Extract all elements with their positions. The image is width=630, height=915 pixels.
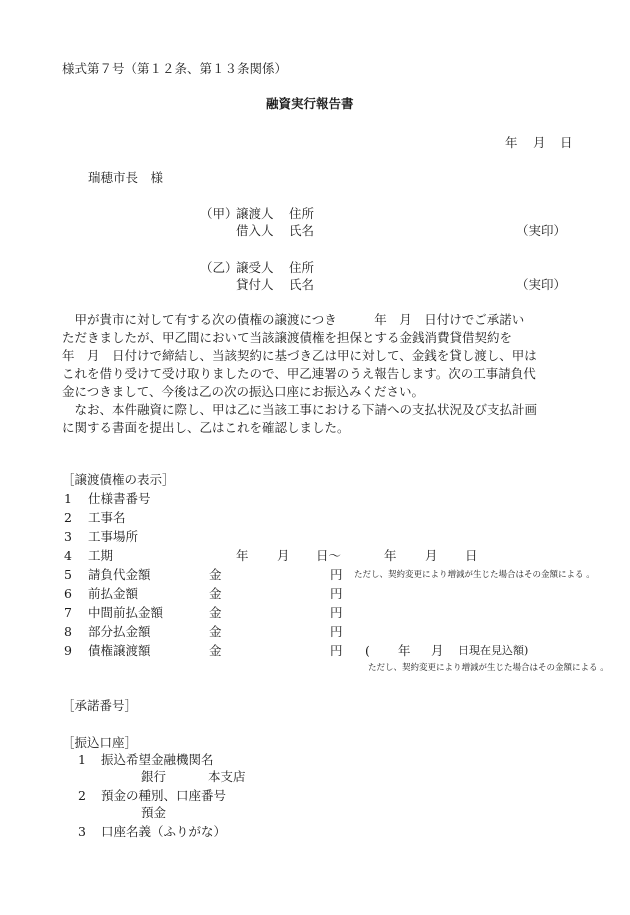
claim-item-partial-payment: 部分払金額 xyxy=(88,624,151,639)
claim-item-number: 2 xyxy=(64,510,72,525)
party-b-name-label: 氏名 xyxy=(289,277,315,292)
account-item-holder-name: 口座名義（ふりがな） xyxy=(101,824,227,839)
assignment-day-estimate: 日現在見込額) xyxy=(458,644,529,657)
document-title: 融資実行報告書 xyxy=(266,96,354,111)
assignment-year: 年 xyxy=(398,643,411,658)
claim-item-number: 5 xyxy=(64,567,72,582)
party-b-role-assignee: 譲受人 xyxy=(236,260,274,275)
body-line: 金につきまして、今後は乙の次の振込口座にお振込みください。 xyxy=(62,384,425,399)
account-item-number: 1 xyxy=(78,752,86,767)
account-item-number: 2 xyxy=(78,788,86,803)
body-line: に関する書面を提出し、乙はこれを確認しました。 xyxy=(62,420,350,435)
yen-label: 円 xyxy=(330,605,343,620)
party-b-address-label: 住所 xyxy=(289,260,315,275)
period-start-year: 年 xyxy=(236,548,249,563)
claim-item-assignment-amount: 債権譲渡額 xyxy=(88,643,151,658)
party-a-role-borrower: 借入人 xyxy=(236,223,274,238)
approval-section-heading: ［承諾番号］ xyxy=(62,698,138,713)
claim-item-period: 工期 xyxy=(88,548,114,563)
period-end-day: 日 xyxy=(465,548,478,563)
claim-item-number: 1 xyxy=(64,491,72,506)
claim-item-project-site: 工事場所 xyxy=(88,529,139,544)
account-item-deposit-type: 預金の種別、口座番号 xyxy=(101,788,227,803)
branch-suffix: 本支店 xyxy=(208,769,246,784)
body-line: これを借り受けて受け取りましたので、甲乙連署のうえ報告します。次の工事請負代 xyxy=(62,366,536,381)
claim-item-number: 7 xyxy=(64,605,72,620)
kin-label: 金 xyxy=(209,605,222,620)
kin-label: 金 xyxy=(209,586,222,601)
form-number: 様式第７号（第１２条、第１３条関係） xyxy=(62,61,288,76)
kin-label: 金 xyxy=(209,643,222,658)
date-month-label: 月 xyxy=(533,135,546,150)
kin-label: 金 xyxy=(209,567,222,582)
yen-label: 円 xyxy=(330,586,343,601)
party-b-role-lender: 貸付人 xyxy=(236,277,274,292)
account-section-heading: ［振込口座］ xyxy=(62,735,138,750)
account-item-bank-name: 振込希望金融機関名 xyxy=(101,752,214,767)
date-day-label: 日 xyxy=(560,135,573,150)
party-b-marker: （乙） xyxy=(200,260,238,275)
yen-label: 円 xyxy=(330,643,343,658)
kin-label: 金 xyxy=(209,624,222,639)
party-a-name-label: 氏名 xyxy=(289,223,315,238)
account-item-number: 3 xyxy=(78,824,86,839)
contract-change-note-2: ただし、契約変更により増減が生じた場合はその金額による 。 xyxy=(368,663,609,673)
assignment-month: 月 xyxy=(431,643,444,658)
body-line: 年 月 日付けで締結し、当該契約に基づき乙は甲に対して、金銭を貸し渡し、甲は xyxy=(62,348,537,363)
period-start-day: 日～ xyxy=(316,548,342,563)
period-start-month: 月 xyxy=(277,548,290,563)
contract-change-note: ただし、契約変更により増減が生じた場合はその金額による 。 xyxy=(354,570,595,580)
claim-item-number: 8 xyxy=(64,624,72,639)
party-a-seal: （実印） xyxy=(516,223,567,238)
claim-item-number: 4 xyxy=(64,548,72,563)
body-line: なお、本件融資に際し、甲は乙に当該工事における下請への支払状況及び支払計画 xyxy=(62,402,538,417)
body-line: 甲が貴市に対して有する次の債権の譲渡につき 年 月 日付けでご承諾い xyxy=(62,312,525,327)
deposit-suffix: 預金 xyxy=(141,805,167,820)
claim-section-heading: ［譲渡債権の表示］ xyxy=(62,472,175,487)
claim-item-project-name: 工事名 xyxy=(88,510,126,525)
bank-suffix: 銀行 xyxy=(141,769,167,784)
assignment-paren-open: ( xyxy=(365,643,370,658)
claim-item-contract-amount: 請負代金額 xyxy=(88,567,151,582)
party-a-marker: （甲） xyxy=(200,206,238,221)
party-b-seal: （実印） xyxy=(516,277,567,292)
claim-item-number: 6 xyxy=(64,586,72,601)
period-end-year: 年 xyxy=(384,548,397,563)
party-a-address-label: 住所 xyxy=(289,206,315,221)
yen-label: 円 xyxy=(330,624,343,639)
claim-item-number: 3 xyxy=(64,529,72,544)
yen-label: 円 xyxy=(330,567,343,582)
addressee: 瑞穂市長 様 xyxy=(88,170,164,185)
claim-item-spec-number: 仕様書番号 xyxy=(88,491,151,506)
claim-item-number: 9 xyxy=(64,643,72,658)
body-line: ただきましたが、甲乙間において当該譲渡債権を担保とする金銭消費貸借契約を xyxy=(62,330,513,345)
claim-item-advance-payment: 前払金額 xyxy=(88,586,139,601)
party-a-role-assignor: 譲渡人 xyxy=(236,206,274,221)
date-year-label: 年 xyxy=(505,135,518,150)
claim-item-interim-advance: 中間前払金額 xyxy=(88,605,164,620)
body-paragraph xyxy=(62,311,577,437)
period-end-month: 月 xyxy=(425,548,438,563)
